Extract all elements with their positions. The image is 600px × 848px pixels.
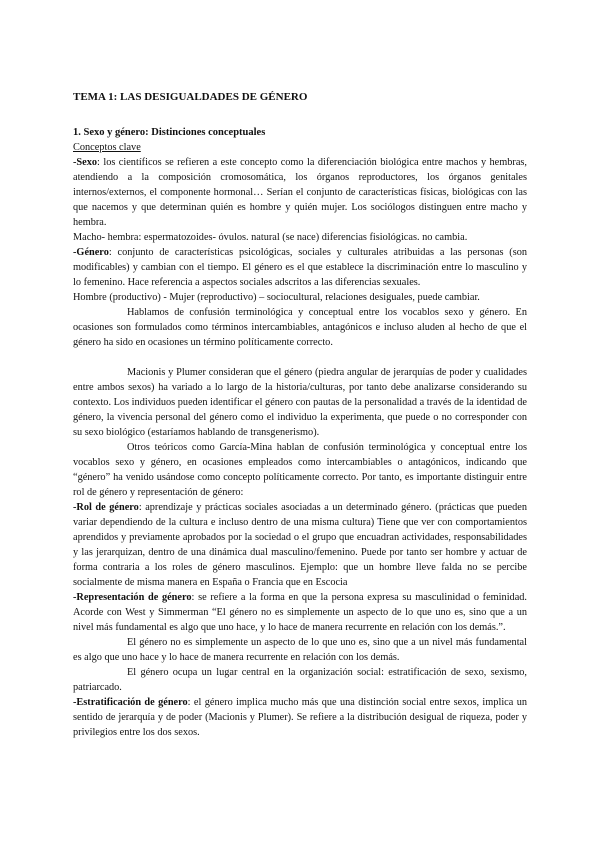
paragraph-macionis: Macionis y Plumer consideran que el género (piedra angular de jerarquías de poder y cualidades entre ambos sexos) ha variado a lo largo de la historia/culturas, por tanto debe analizarse considerando su contexto. Los individuos pueden identificar el género con pautas de la personalidad a través de la identidad de género, la vivencia personal del género como el individuo la experimenta, que puede o no corresponder con su sexo biológico (estaríamos hablando de transgenerismo). xyxy=(73,367,527,438)
definition-rol-genero: : aprendizaje y prácticas sociales asociadas a un determinado género. (prácticas que pueden variar dependiendo de la cultura e incluso dentro de una misma cultura) Tiene que ver con comportamientos aprendidos y previamente aprobados por la sociedad o el grupo que encuadran actividades, responsabilidades y las jerarquizan, dentro de una dinámica dual masculino/femenino. Puede por tanto ser hombre y actuar de forma contraria a los roles de género masculinos. Ejemplo: que un hombre lleve falda no se percibe socialmente de misma manera en España o Francia que en Escocia xyxy=(73,502,527,588)
paragraph-sexo xyxy=(73,155,527,230)
page-title: TEMA 1: LAS DESIGUALDADES DE GÉNERO xyxy=(73,91,308,103)
paragraph-genero-no: El género no es simplemente un aspecto de lo que uno es, sino que a un nivel más fundamental es algo que uno hace y lo hace de manera recurrente en relación con los demás. xyxy=(73,637,527,663)
paragraph-estratificacion xyxy=(73,695,527,740)
paragraph-confusion: Hablamos de confusión terminológica y conceptual entre los vocablos sexo y género. En ocasiones son formulados como términos intercambiables, antagónicos e incluso aluden al hecho de que el género ha sido en ocasiones un término políticamente correcto. xyxy=(73,307,527,348)
paragraph-macho-hembra: Macho- hembra: espermatozoides- óvulos. natural (se nace) diferencias fisiológicas. no cambia. xyxy=(73,232,468,243)
term-rol-genero: -Rol de género xyxy=(73,502,139,513)
term-sexo: -Sexo xyxy=(73,157,98,168)
term-estratificacion: -Estratificación de género xyxy=(73,697,188,708)
paragraph-otros-teoricos: Otros teóricos como García-Mina hablan de confusión terminológica y conceptual entre los vocablos sexo y género, en ocasiones empleados como intercambiables o antagónicos, indicando que “género” ha venido usándose como concepto políticamente correcto. Por tanto, es importante distinguir entre rol de género y representación de género: xyxy=(73,442,527,498)
term-representacion: -Representación de género xyxy=(73,592,192,603)
section-heading: 1. Sexo y género: Distinciones conceptuales xyxy=(73,127,266,138)
paragraph-rol-genero xyxy=(73,500,527,590)
paragraph-hombre-mujer: Hombre (productivo) - Mujer (reproductivo) – sociocultural, relaciones desiguales, puede cambiar. xyxy=(73,292,480,303)
definition-genero: : conjunto de características psicológicas, sociales y culturales atribuidas a las personas (son modificables) y cambian con el tiempo. El género es el que establece la discriminación entre lo masculino y lo femenino. Hace referencia a aspectos sociales adscritos a las diferencias sexuales. xyxy=(73,247,527,288)
term-genero: -Género xyxy=(73,247,109,258)
definition-sexo: : los científicos se refieren a este concepto como la diferenciación biológica entre machos y hembras, atendiendo a la composición cromosomática, los órganos reproductores, los órganos genitales internos/externos, el componente hormonal… Serían el conjunto de características físicas, biológicas con las que nacemos y que determinan quién es hombre y quién mujer. Los sociólogos distinguen entre macho y hembra. xyxy=(73,157,527,228)
document-body xyxy=(73,90,527,740)
paragraph-representacion xyxy=(73,590,527,635)
definition-representacion: : se refiere a la forma en que la persona expresa su masculinidad o feminidad. Acorde con West y Simmerman “El género no es simplemente un aspecto de lo que uno es, sino que a un nivel más fundamental es algo que uno hace, y lo hace de manera recurrente en relación con los demás.”. xyxy=(73,592,527,633)
definition-estratificacion: : el género implica mucho más que una distinción social entre sexos, implica un sentido de jerarquía y de poder (Macionis y Plumer). Se refiere a la distribución desigual de riqueza, poder y privilegios entre los dos sexos. xyxy=(73,697,527,738)
subsection-heading: Conceptos clave xyxy=(73,142,141,153)
paragraph-genero xyxy=(73,245,527,290)
paragraph-lugar-central: El género ocupa un lugar central en la organización social: estratificación de sexo, sexismo, patriarcado. xyxy=(73,667,527,693)
